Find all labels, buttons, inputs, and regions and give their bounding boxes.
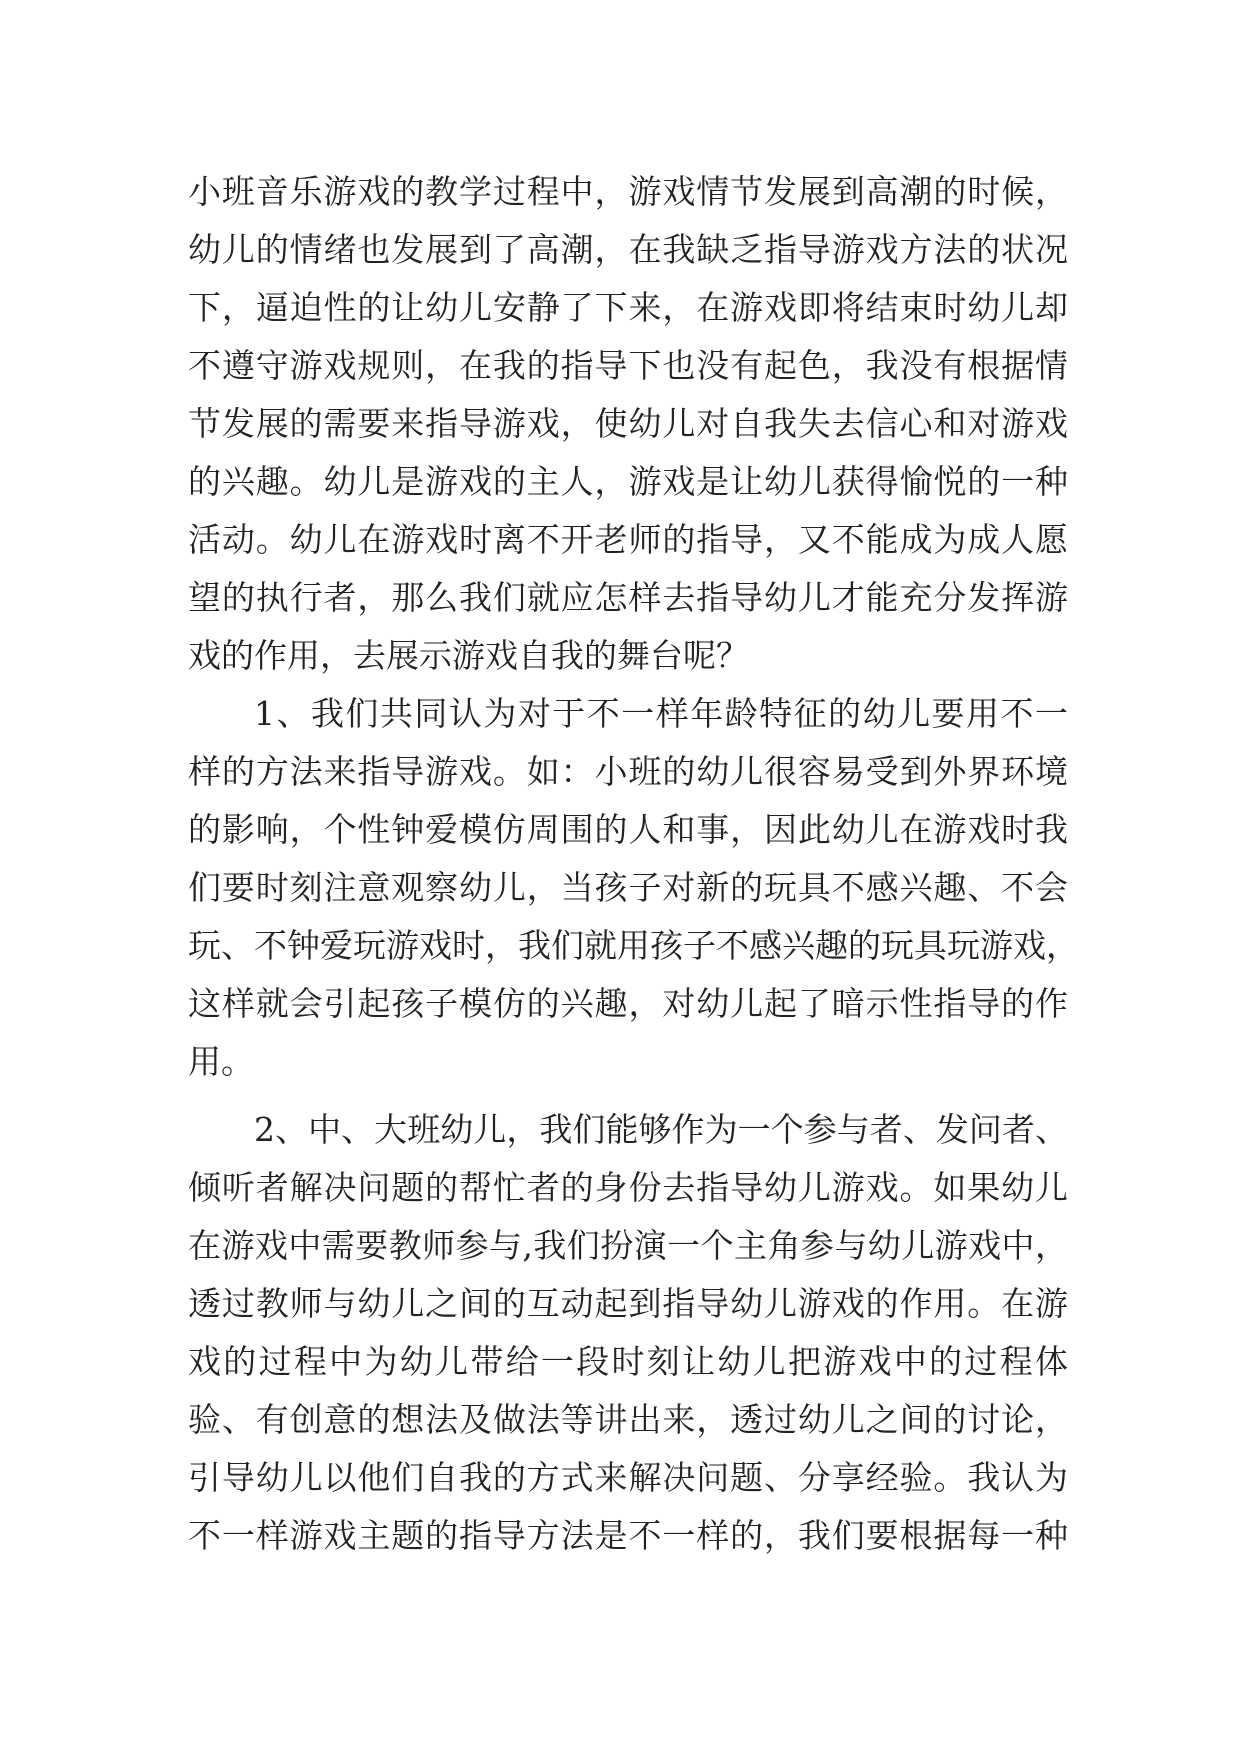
text-line: 的影响，个性钟爱模仿周围的人和事，因此幼儿在游戏时我 xyxy=(188,810,1068,849)
text-line: 验、有创意的想法及做法等讲出来，透过幼儿之间的讨论， xyxy=(188,1400,1068,1439)
text-line: 小班音乐游戏的教学过程中，游戏情节发展到高潮的时候， xyxy=(188,172,1068,211)
paragraph-spacer xyxy=(188,1091,1068,1101)
paragraph-item-2 xyxy=(188,1101,1068,1565)
text-line: 样的方法来指导游戏。如：小班的幼儿很容易受到外界环境 xyxy=(188,752,1068,791)
text-line: 活动。幼儿在游戏时离不开老师的指导，又不能成为成人愿 xyxy=(188,520,1068,559)
text-line: 下，逼迫性的让幼儿安静了下来，在游戏即将结束时幼儿却 xyxy=(188,288,1068,327)
text-line: 戏的过程中为幼儿带给一段时刻让幼儿把游戏中的过程体 xyxy=(188,1342,1068,1381)
text-line: 戏的作用，去展示游戏自我的舞台呢？ xyxy=(188,636,749,675)
text-line: 玩、不钟爱玩游戏时，我们就用孩子不感兴趣的玩具玩游戏， xyxy=(188,926,1079,965)
text-line: 节发展的需要来指导游戏，使幼儿对自我失去信心和对游戏 xyxy=(188,404,1068,443)
paragraph-item-1 xyxy=(188,685,1079,1091)
text-line: 1、我们共同认为对于不一样年龄特征的幼儿要用不一 xyxy=(254,694,1068,733)
text-line: 不一样游戏主题的指导方法是不一样的，我们要根据每一种 xyxy=(188,1516,1068,1555)
text-line: 望的执行者，那么我们就应怎样去指导幼儿才能充分发挥游 xyxy=(188,578,1068,617)
text-line: 倾听者解决问题的帮忙者的身份去指导幼儿游戏。如果幼儿 xyxy=(188,1168,1068,1207)
text-line: 2、中、大班幼儿，我们能够作为一个参与者、发问者、 xyxy=(254,1110,1068,1149)
paragraph-intro xyxy=(188,163,1068,685)
text-line: 不遵守游戏规则，在我的指导下也没有起色，我没有根据情 xyxy=(188,346,1068,385)
text-line: 的兴趣。幼儿是游戏的主人，游戏是让幼儿获得愉悦的一种 xyxy=(188,462,1068,501)
body-text xyxy=(188,163,1079,1565)
text-line: 引导幼儿以他们自我的方式来解决问题、分享经验。我认为 xyxy=(188,1458,1068,1497)
text-line: 们要时刻注意观察幼儿，当孩子对新的玩具不感兴趣、不会 xyxy=(188,868,1068,907)
text-line: 用。 xyxy=(188,1042,254,1081)
text-line: 这样就会引起孩子模仿的兴趣，对幼儿起了暗示性指导的作 xyxy=(188,984,1068,1023)
text-line: 幼儿的情绪也发展到了高潮，在我缺乏指导游戏方法的状况 xyxy=(188,230,1068,269)
text-line: 在游戏中需要教师参与,我们扮演一个主角参与幼儿游戏中， xyxy=(188,1226,1068,1265)
text-line: 透过教师与幼儿之间的互动起到指导幼儿游戏的作用。在游 xyxy=(188,1284,1068,1323)
